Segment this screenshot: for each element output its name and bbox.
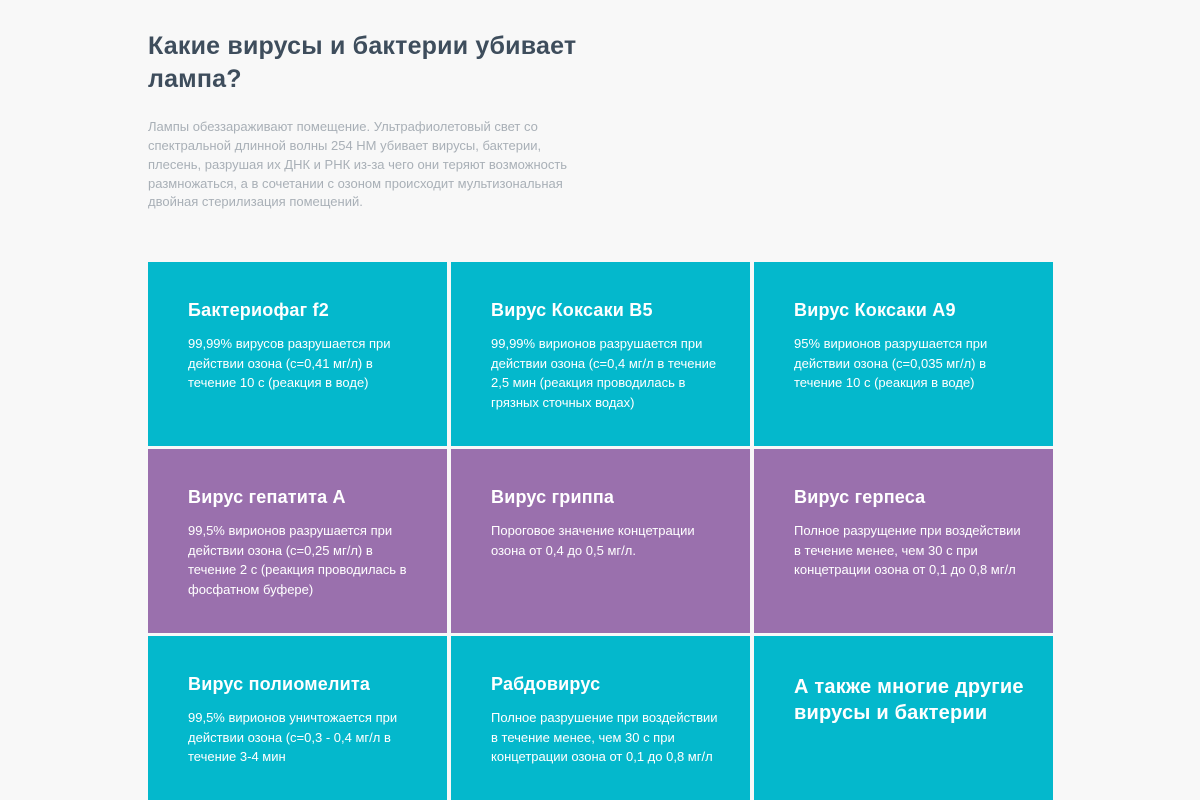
card-text: Полное разрущение при воздействии в течение менее, чем 30 с при концетрации озона от 0,1 до 0,8 мг/л	[794, 523, 1021, 578]
virus-cards-grid	[148, 262, 1053, 800]
card-title: Бактериофаг f2	[188, 300, 329, 321]
page-title: Какие вирусы и бактерии убивает лампа?	[148, 32, 577, 93]
card-other-viruses	[754, 636, 1053, 800]
card-title: Вирус Коксаки В5	[491, 300, 653, 321]
card-title: Вирус полиомелита	[188, 674, 371, 695]
card-text: 99,5% вирионов уничтожается при действии озона (с=0,3 - 0,4 мг/л в течение 3-4 мин	[188, 710, 398, 765]
card-text: 99,99% вирусов разрушается при действии озона (с=0,41 мг/л) в течение 10 с (реакция в воде)	[188, 336, 391, 391]
card-title: Вирус гепатита А	[188, 487, 346, 508]
card-title: Вирус гриппа	[491, 487, 615, 508]
card-rhabdovirus	[451, 636, 750, 800]
card-text: 99,99% вирионов разрушается при действии озона (с=0,4 мг/л в течение 2,5 мин (реакция проводилась в грязных сточных водах)	[491, 336, 717, 410]
card-bacteriophage-f2	[148, 262, 447, 446]
card-influenza	[451, 449, 750, 633]
intro-text: Лампы обеззараживают помещение. Ультрафиолетовый свет со спектральной длинной волны 254 НМ убивает вирусы, бактерии, плесень, разрушая их ДНК и РНК из-за чего они теряют возможность размножаться, а в сочетании с озоном происходит мультизональная двойная стерилизация помещений.	[148, 119, 568, 210]
card-coxsackie-a9	[754, 262, 1053, 446]
card-text: Полное разрушение при воздействии в течение менее, чем 30 с при концетрации озона от 0,1 до 0,8 мг/л	[491, 710, 718, 765]
card-coxsackie-b5	[451, 262, 750, 446]
card-text: 99,5% вирионов разрушается при действии озона (с=0,25 мг/л) в течение 2 с (реакция проводилась в фосфатном буфере)	[188, 523, 407, 597]
card-title: Рабдовирус	[491, 674, 601, 695]
card-title: Вирус герпеса	[794, 487, 926, 508]
card-title: А также многие другие вирусы и бактерии	[794, 676, 1024, 725]
card-hepatitis-a	[148, 449, 447, 633]
card-text: Пороговое значение концетрации озона от 0,4 до 0,5 мг/л.	[491, 523, 695, 558]
card-polio	[148, 636, 447, 800]
card-text: 95% вирионов разрушается при действии озона (с=0,035 мг/л) в течение 10 с (реакция в воде)	[794, 336, 988, 391]
card-herpes	[754, 449, 1053, 633]
card-title: Вирус Коксаки А9	[794, 300, 956, 321]
